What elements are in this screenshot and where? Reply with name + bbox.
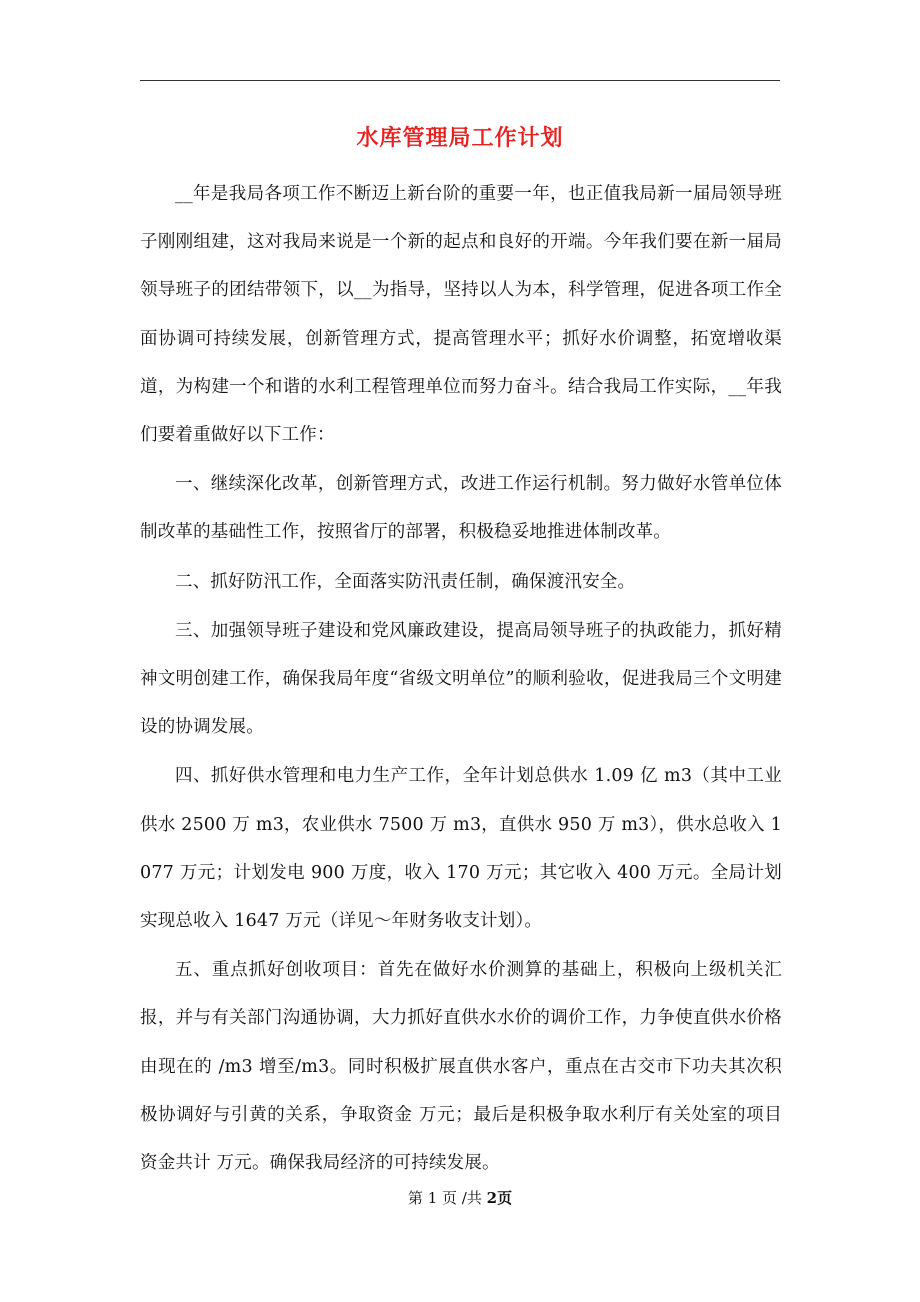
paragraph-intro: __年是我局各项工作不断迈上新台阶的重要一年，也正值我局新一届局领导班子刚刚组建，这对我局来说是一个新的起点和良好的开端。今年我们要在新一届局领导班子的团结带领下，以__为指导，坚持以人为本，科学管理，促进各项工作全面协调可持续发展，创新管理方式，提高管理水平；抓好水价调整，拓宽增收渠道，为构建一个和谐的水利工程管理单位而努力奋斗。结合我局工作实际，__年我们要着重做好以下工作： <box>140 184 782 446</box>
page-current: 1 <box>427 1189 438 1207</box>
document-title: 水库管理局工作计划 <box>356 126 564 151</box>
paragraph-item-5: 五、重点抓好创收项目：首先在做好水价测算的基础上，积极向上级机关汇报，并与有关部门沟通协调，大力抓好直供水水价的调价工作，力争使直供水价格由现在的 /m3 增至/m3。同时积极扩展直供水客户，重点在古交市下功夫其次积极协调好与引黄的关系，争取资金 万元；最后是积极争取水利厅有关处室的项目资金共计 万元。确保我局经济的可持续发展。 <box>140 960 782 1174</box>
paragraph-item-4: 四、抓好供水管理和电力生产工作，全年计划总供水 1.09 亿 m3（其中工业供水 2500 万 m3，农业供水 7500 万 m3，直供水 950 万 m3），供水总收入 1077 万元；计划发电 900 万度，收入 170 万元；其它收入 400 万元。全局计划实现总收入 1647 万元（详见～年财务收支计划）。 <box>140 766 782 932</box>
page-mid: 页 /共 <box>442 1189 482 1207</box>
page-suffix: 页 <box>497 1189 513 1207</box>
paragraph-item-2: 二、抓好防汛工作，全面落实防汛责任制，确保渡汛安全。 <box>175 571 636 592</box>
page-total: 2 <box>486 1189 498 1207</box>
page-prefix: 第 <box>407 1189 423 1207</box>
page-number-footer <box>140 1183 780 1213</box>
paragraph-item-1: 一、继续深化改革，创新管理方式，改进工作运行机制。努力做好水管单位体制改革的基础性工作，按照省厅的部署，积极稳妥地推进体制改革。 <box>140 474 782 543</box>
paragraph-item-3: 三、加强领导班子建设和党风廉政建设，提高局领导班子的执政能力，抓好精神文明创建工作，确保我局年度“省级文明单位”的顺利验收，促进我局三个文明建设的协调发展。 <box>140 620 782 738</box>
header-rule <box>140 80 780 81</box>
document-body <box>140 170 782 1188</box>
